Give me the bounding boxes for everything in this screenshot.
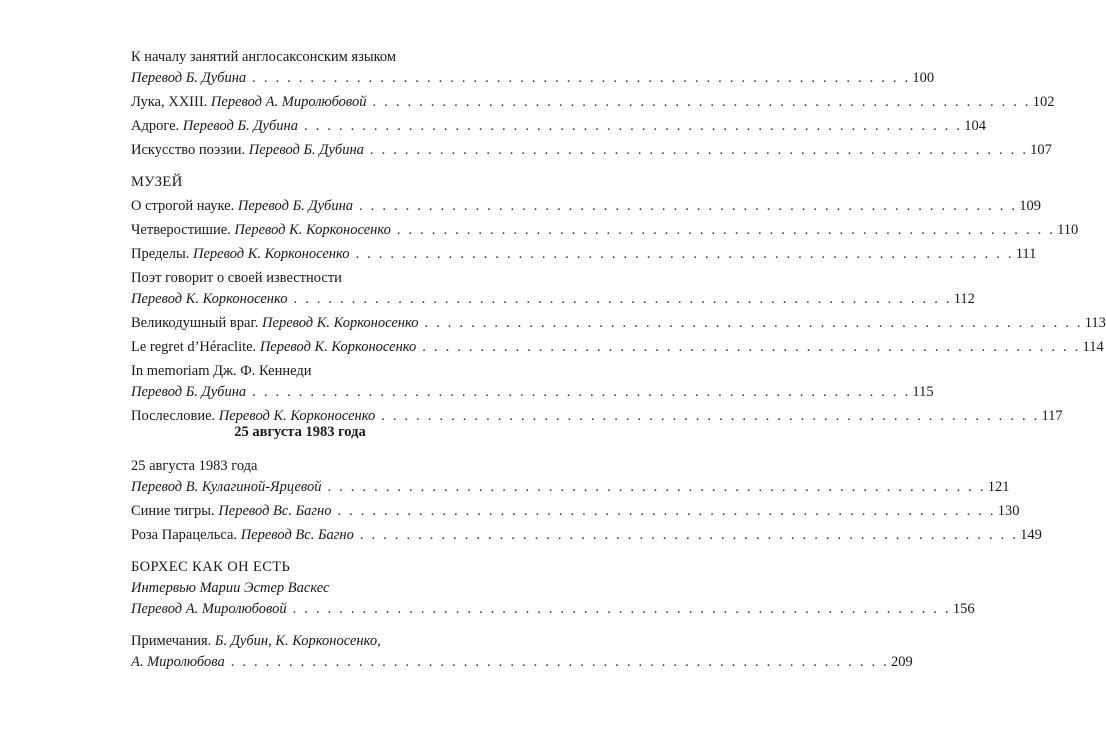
entry-translator: Перевод К. Корконосенко: [218, 408, 376, 424]
entry-title: Поэт говорит о своей известности: [131, 270, 342, 286]
dot-leader: . . . . . . . . . . . . . . . . . . . . . . . . . . . . . . . . . . . . . . . . . . . . . . . . . . . . . . . . .: [293, 291, 952, 307]
dot-leader: . . . . . . . . . . . . . . . . . . . . . . . . . . . . . . . . . . . . . . . . . . . . . . . . . . . . . . . . .: [422, 339, 1081, 355]
entry-translator: А. Миролюбова: [131, 654, 225, 670]
dot-leader: . . . . . . . . . . . . . . . . . . . . . . . . . . . . . . . . . . . . . . . . . . . . . . . . . . . . . . . . .: [252, 70, 911, 86]
dot-leader: . . . . . . . . . . . . . . . . . . . . . . . . . . . . . . . . . . . . . . . . . . . . . . . . . . . . . . . . .: [327, 479, 986, 495]
dot-leader: . . . . . . . . . . . . . . . . . . . . . . . . . . . . . . . . . . . . . . . . . . . . . . . . . . . . . . . . .: [355, 246, 1014, 262]
toc-entry-title-line: [131, 631, 473, 652]
page-number: 121: [987, 479, 1010, 495]
page-number: 111: [1015, 246, 1037, 262]
toc-entry: [131, 477, 1010, 498]
entry-title: Послесловие.: [131, 408, 216, 424]
page-number: 112: [953, 291, 975, 307]
page-number: 149: [1020, 527, 1042, 543]
section-title: 25 августа 1983 года: [234, 424, 366, 440]
toc-entry: [131, 382, 934, 403]
entry-translator: Перевод К. Корконосенко: [131, 291, 288, 307]
toc-entry: [131, 196, 1042, 217]
entry-translator: Перевод К. Корконосенко: [262, 315, 419, 331]
entry-title: In memoriam Дж. Ф. Кеннеди: [131, 363, 312, 379]
entry-translator: Перевод Б. Дубина: [237, 198, 354, 214]
page-number: 115: [912, 384, 934, 400]
page-number: 156: [952, 601, 975, 617]
toc-entry: [131, 68, 935, 89]
entry-title: Примечания.: [131, 633, 212, 649]
section-heading: МУЗЕЙ: [131, 174, 183, 190]
toc-entry: [131, 116, 986, 137]
toc-entry: [131, 313, 1106, 334]
page-number: 209: [890, 654, 913, 670]
entry-title: Адроге.: [131, 118, 180, 134]
toc-entry-title-line: [131, 47, 473, 68]
entry-translator: Перевод Б. Дубина: [248, 142, 364, 158]
page-number: 114: [1082, 339, 1104, 355]
page-number: 107: [1030, 142, 1052, 158]
entry-translator: Перевод Б. Дубина: [131, 70, 247, 86]
entry-title: 25 августа 1983 года: [131, 458, 258, 474]
toc-block-museum: [131, 172, 1106, 427]
toc-entry: [131, 92, 1055, 113]
dot-leader: . . . . . . . . . . . . . . . . . . . . . . . . . . . . . . . . . . . . . . . . . . . . . . . . . . . . . . . . .: [372, 94, 1031, 110]
entry-translator: Перевод Б. Дубина: [131, 384, 247, 400]
toc-entry: [131, 525, 1042, 546]
entry-translator: Перевод В. Кулагиной-Ярцевой: [131, 479, 322, 495]
dot-leader: . . . . . . . . . . . . . . . . . . . . . . . . . . . . . . . . . . . . . . . . . . . . . . . . . . . . . . . . .: [359, 527, 1019, 543]
entry-translator: Перевод А. Миролюбовой: [131, 601, 287, 617]
entry-subtitle: Интервью Марии Эстер Васкес: [131, 580, 330, 596]
dot-leader: . . . . . . . . . . . . . . . . . . . . . . . . . . . . . . . . . . . . . . . . . . . . . . . . . . . . . . . . .: [359, 198, 1018, 214]
toc-entry: [131, 220, 1079, 241]
toc-entry: [131, 501, 1020, 522]
entry-translator: Б. Дубин, К. Корконосенко,: [214, 633, 381, 649]
toc-entry: [131, 599, 975, 620]
entry-title: Лука, XXIII.: [131, 94, 208, 110]
toc-entry: [131, 337, 1104, 358]
entry-translator: Перевод К. Корконосенко: [259, 339, 417, 355]
dot-leader: . . . . . . . . . . . . . . . . . . . . . . . . . . . . . . . . . . . . . . . . . . . . . . . . . . . . . . . . .: [337, 503, 996, 519]
dot-leader: . . . . . . . . . . . . . . . . . . . . . . . . . . . . . . . . . . . . . . . . . . . . . . . . . . . . . . . . .: [303, 118, 963, 134]
entry-title: Четверостишие.: [131, 222, 231, 238]
dot-leader: . . . . . . . . . . . . . . . . . . . . . . . . . . . . . . . . . . . . . . . . . . . . . . . . . . . . . . . . .: [381, 408, 1040, 424]
dot-leader: . . . . . . . . . . . . . . . . . . . . . . . . . . . . . . . . . . . . . . . . . . . . . . . . . . . . . . . . .: [292, 601, 951, 617]
entry-translator: Перевод Вс. Багно: [218, 503, 332, 519]
entry-translator: Перевод К. Корконосенко: [193, 246, 350, 262]
toc-block-august: [131, 456, 1042, 673]
page-number: 117: [1041, 408, 1063, 424]
dot-leader: . . . . . . . . . . . . . . . . . . . . . . . . . . . . . . . . . . . . . . . . . . . . . . . . . . . . . . . . .: [252, 384, 911, 400]
entry-title: К началу занятий англосаксонским языком: [131, 49, 397, 65]
section-heading: БОРХЕС КАК ОН ЕСТЬ: [131, 559, 291, 575]
toc-entry-title-line: [131, 456, 473, 477]
page-number: 110: [1057, 222, 1079, 238]
page-number: 109: [1019, 198, 1042, 214]
dot-leader: . . . . . . . . . . . . . . . . . . . . . . . . . . . . . . . . . . . . . . . . . . . . . . . . . . . . . . . . .: [369, 142, 1029, 158]
page-number: 102: [1032, 94, 1055, 110]
entry-title: О строгой науке.: [131, 198, 235, 214]
page-number: 104: [964, 118, 986, 134]
toc-block-1: [131, 47, 1055, 161]
entry-title: Синие тигры.: [131, 503, 215, 519]
toc-entry: [131, 289, 975, 310]
entry-translator: Перевод Вс. Багно: [240, 527, 354, 543]
dot-leader: . . . . . . . . . . . . . . . . . . . . . . . . . . . . . . . . . . . . . . . . . . . . . . . . . . . . . . . . .: [230, 654, 889, 670]
toc-entry-title-line: [131, 361, 473, 382]
toc-entry: [131, 652, 913, 673]
entry-title: Великодушный враг.: [131, 315, 259, 331]
entry-translator: Перевод К. Корконосенко: [234, 222, 391, 238]
toc-entry-title-line: [131, 578, 473, 599]
dot-leader: . . . . . . . . . . . . . . . . . . . . . . . . . . . . . . . . . . . . . . . . . . . . . . . . . . . . . . . . .: [424, 315, 1083, 331]
page-number: 100: [912, 70, 935, 86]
entry-translator: Перевод А. Миролюбовой: [210, 94, 367, 110]
page-number: 113: [1084, 315, 1106, 331]
entry-title: Искусство поэзии.: [131, 142, 246, 158]
toc-entry: [131, 140, 1052, 161]
entry-title: Пределы.: [131, 246, 190, 262]
entry-title: Le regret d’Héraclite.: [131, 339, 257, 355]
dot-leader: . . . . . . . . . . . . . . . . . . . . . . . . . . . . . . . . . . . . . . . . . . . . . . . . . . . . . . . . .: [396, 222, 1056, 238]
entry-title: Роза Парацельса.: [131, 527, 238, 543]
page-number: 130: [997, 503, 1020, 519]
toc-entry: [131, 244, 1037, 265]
entry-translator: Перевод Б. Дубина: [182, 118, 298, 134]
toc-entry-title-line: [131, 268, 473, 289]
